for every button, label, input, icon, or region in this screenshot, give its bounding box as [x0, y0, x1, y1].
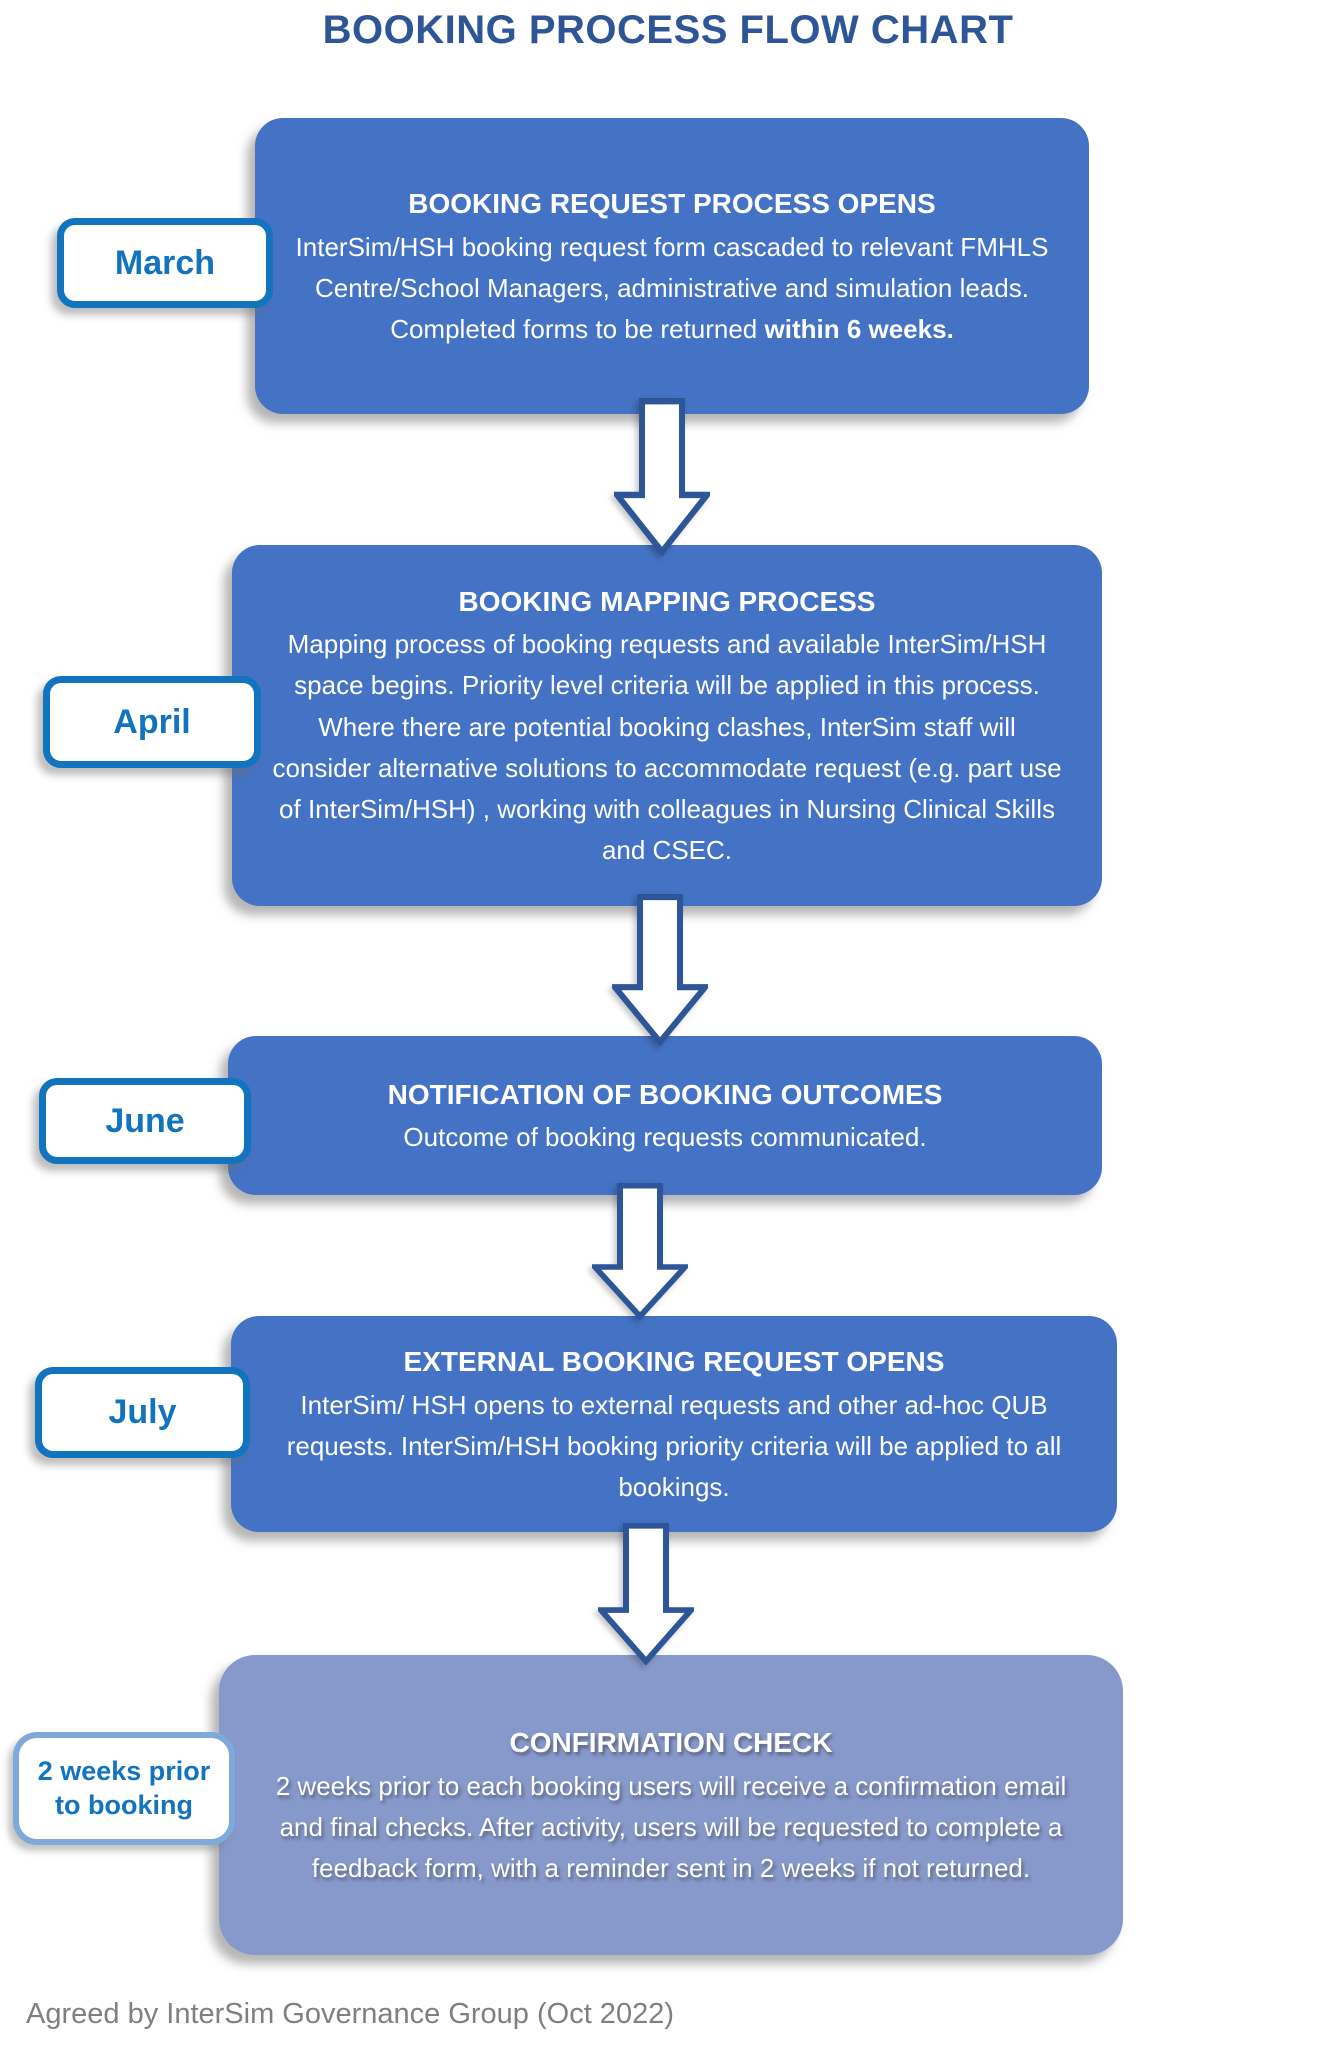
process-box-external-booking [231, 1316, 1117, 1532]
month-label-april [43, 676, 261, 768]
box-heading: CONFIRMATION CHECK [509, 1727, 833, 1759]
month-label-text: June [105, 1101, 185, 1140]
month-label-text: April [113, 702, 191, 741]
down-arrow-icon [612, 894, 708, 1046]
down-arrow-icon [614, 398, 710, 556]
box-heading: NOTIFICATION OF BOOKING OUTCOMES [387, 1078, 943, 1110]
page-title: BOOKING PROCESS FLOW CHART [322, 8, 1014, 52]
month-label-july [35, 1367, 250, 1458]
month-label-march [57, 218, 273, 308]
box-body-text: InterSim/HSH booking request form cascaded to relevant FMHLS Centre/School Managers, administrative and simulation leads. Completed forms to be returned [295, 231, 1049, 344]
label-two-weeks-prior [13, 1732, 235, 1845]
box-body [295, 227, 1049, 350]
down-arrow-icon [592, 1183, 688, 1320]
footer-note: Agreed by InterSim Governance Group (Oct 2022) [26, 1998, 674, 2030]
process-box-confirmation-check [219, 1655, 1123, 1955]
month-label-june [39, 1078, 251, 1164]
box-body: InterSim/ HSH opens to external requests and other ad-hoc QUB requests. InterSim/HSH booking priority criteria will be applied to all bookings. [286, 1389, 1062, 1502]
process-box-booking-mapping [232, 545, 1102, 906]
box-heading: BOOKING REQUEST PROCESS OPENS [408, 188, 936, 220]
month-label-text: March [114, 243, 216, 282]
box-body: 2 weeks prior to each booking users will receive a confirmation email and final checks. After activity, users will be requested to complete a feedback form, with a reminder sent in 2 weeks if not returned. [275, 1770, 1067, 1883]
box-heading: BOOKING MAPPING PROCESS [458, 586, 876, 618]
process-box-booking-request-opens [255, 118, 1089, 414]
box-body: Mapping process of booking requests and available InterSim/HSH space begins. Priority level criteria will be applied in this process. Where there are potential booking clashes, InterSim staff will consider alternative solutions to accommodate request (e.g. part use of InterSim/HSH) , working with colleagues in Nursing Clinical Skills and CSEC. [272, 629, 1062, 865]
month-label-text: July [108, 1393, 177, 1432]
process-box-notification-outcomes [228, 1036, 1102, 1195]
box-body: Outcome of booking requests communicated. [403, 1122, 927, 1153]
box-body-bold-text: within 6 weeks. [764, 313, 954, 344]
down-arrow-icon [598, 1523, 694, 1665]
box-heading: EXTERNAL BOOKING REQUEST OPENS [403, 1346, 945, 1378]
month-label-text: 2 weeks prior to booking [37, 1755, 211, 1820]
